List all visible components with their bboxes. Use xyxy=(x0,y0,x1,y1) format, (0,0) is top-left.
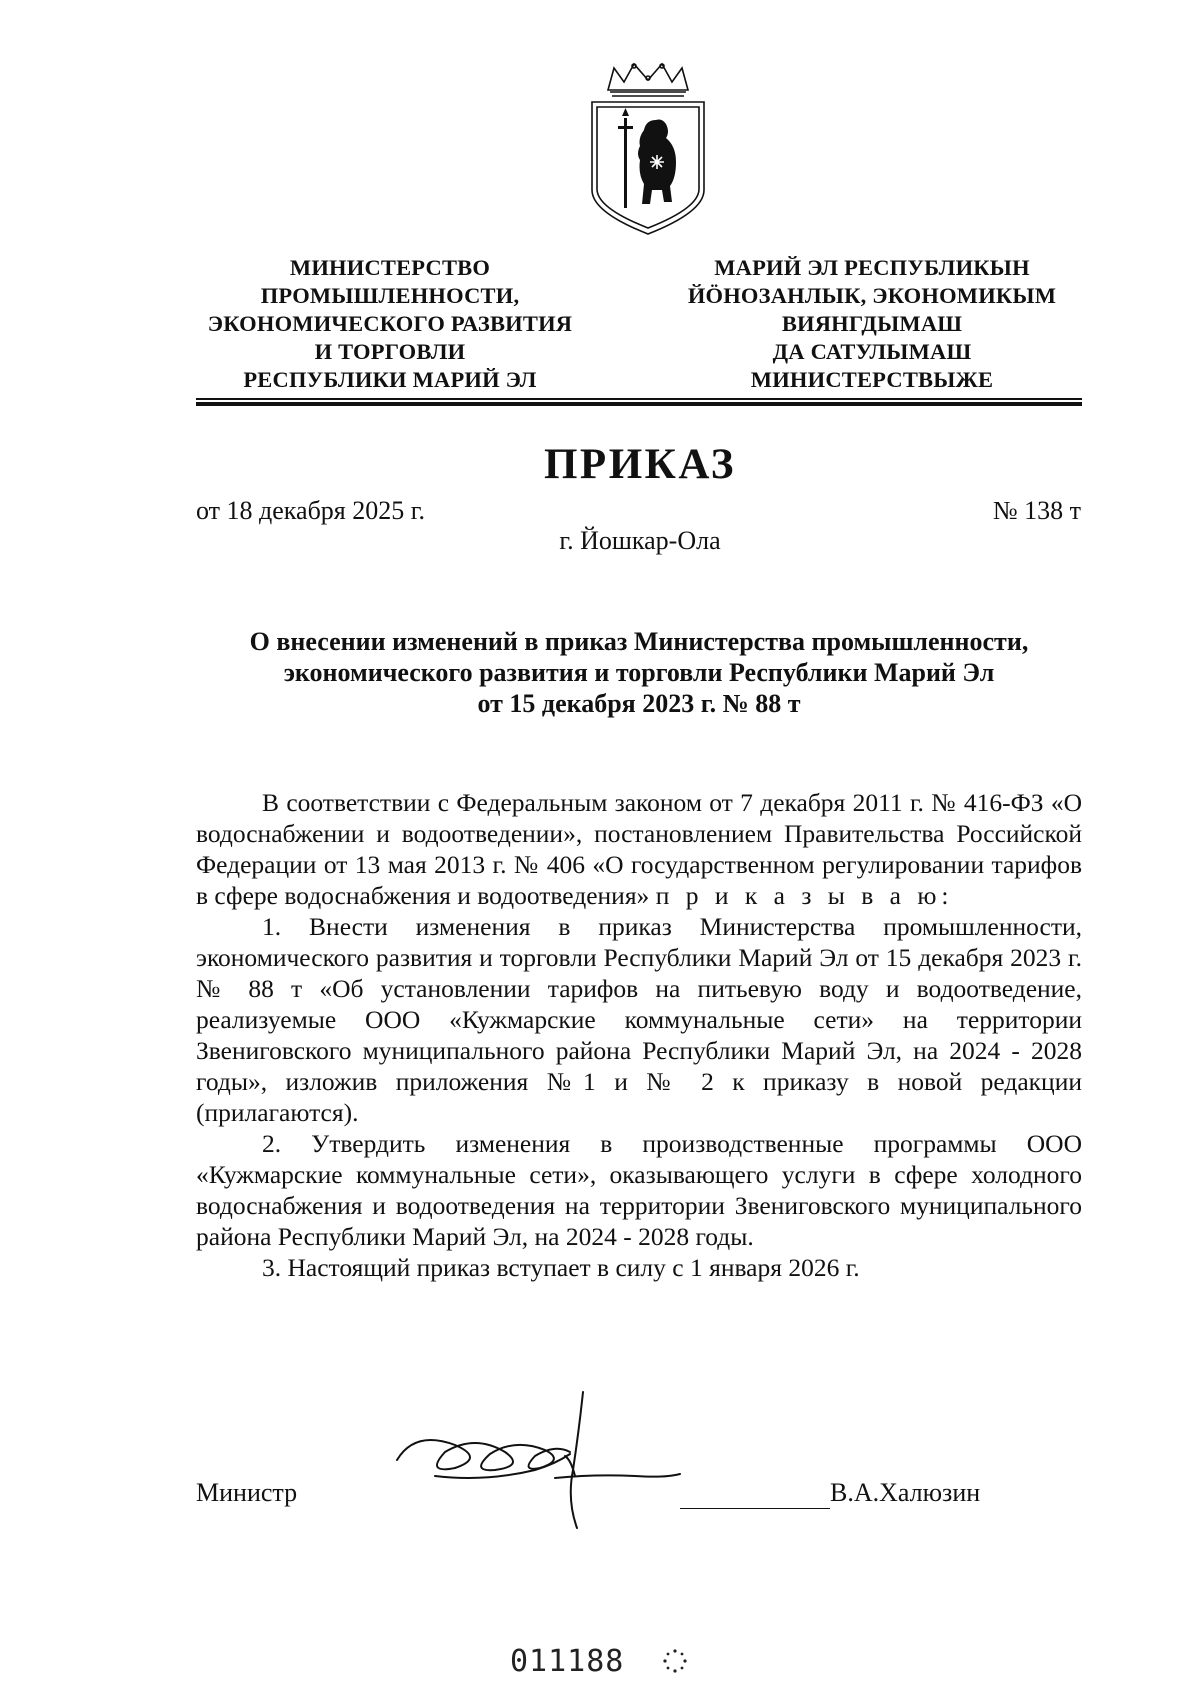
header-divider-thick xyxy=(196,402,1082,406)
document-type-title: ПРИКАЗ xyxy=(543,441,737,488)
signature-line xyxy=(680,1508,830,1509)
org-mari-line: ЙӦНОЗАНЛЫК, ЭКОНОМИКЫМ xyxy=(687,283,1057,308)
org-ru-line: ЭКОНОМИЧЕСКОГО РАЗВИТИЯ xyxy=(207,311,573,336)
header-divider-thin xyxy=(196,398,1082,400)
order-word: п р и к а з ы в а ю: xyxy=(655,881,954,910)
subject-line: О внесении изменений в приказ Министерства промышленности, xyxy=(249,627,1029,656)
preamble-paragraph xyxy=(196,787,1082,911)
order-item-1: 1. Внести изменения в приказ Министерства промышленности, экономического развития и торговли Республики Марий Эл от 15 декабря 2023 г. № 88 т «Об установлении тарифов на питьевую воду и водоотведение, реализуемые ООО «Кужмарские коммунальные сети» на территории Звениговского муниципального района Республики Марий Эл, на 2024 - 2028 годы», изложив приложения №1 и № 2 к приказу в новой редакции (прилагаются). xyxy=(196,912,1082,1127)
order-item-2: 2. Утвердить изменения в производственные программы ООО «Кужмарские коммунальные сети», оказывающего услуги в сфере холодного водоснабжения и водоотведения на территории Звениговского муниципального района Республики Марий Эл, на 2024 - 2028 годы. xyxy=(196,1129,1082,1251)
org-ru-line: ПРОМЫШЛЕННОСТИ, xyxy=(260,283,520,308)
org-mari-line: МАРИЙ ЭЛ РЕСПУБЛИКЫН xyxy=(714,255,1030,280)
signatory-name: В.А.Халюзин xyxy=(830,1478,981,1507)
order-item-3: 3. Настоящий приказ вступает в силу с 1 января 2026 г. xyxy=(262,1253,860,1282)
document-city: г. Йошкар-Ола xyxy=(559,526,721,555)
org-name-russian xyxy=(170,254,610,394)
subject-line: экономического развития и торговли Республики Марий Эл xyxy=(283,658,995,687)
org-ru-line: И ТОРГОВЛИ xyxy=(314,339,466,364)
org-mari-line: ВИЯНГДЫМАШ xyxy=(781,311,963,336)
document-subject xyxy=(196,626,1082,719)
subject-line: от 15 декабря 2023 г. № 88 т xyxy=(477,689,801,718)
document-date: от 18 декабря 2025 г. xyxy=(196,496,425,525)
serial-mark-icon xyxy=(662,1648,688,1674)
serial-number: 011188 xyxy=(510,1644,625,1679)
preamble-text: В соответствии с Федеральным законом от 7 декабря 2011 г. № 416-ФЗ «О водоснабжении и водоотведении», постановлением Правительства Российской Федерации от 13 мая 2013 г. № 406 «О государственном регулировании тарифов в сфере водоснабжения и водоотведения» xyxy=(196,788,1082,910)
document-number: № 138 т xyxy=(992,496,1081,525)
signatory-title: Министр xyxy=(196,1478,298,1507)
org-mari-line: МИНИСТЕРСТВЫЖЕ xyxy=(750,367,994,392)
org-mari-line: ДА САТУЛЫМАШ xyxy=(772,339,972,364)
document-body xyxy=(196,787,1082,1283)
org-ru-line: МИНИСТЕРСТВО xyxy=(289,255,491,280)
coat-of-arms-emblem xyxy=(586,62,710,237)
org-ru-line: РЕСПУБЛИКИ МАРИЙ ЭЛ xyxy=(243,367,537,392)
org-name-mari xyxy=(672,254,1072,394)
handwritten-signature xyxy=(395,1390,835,1540)
